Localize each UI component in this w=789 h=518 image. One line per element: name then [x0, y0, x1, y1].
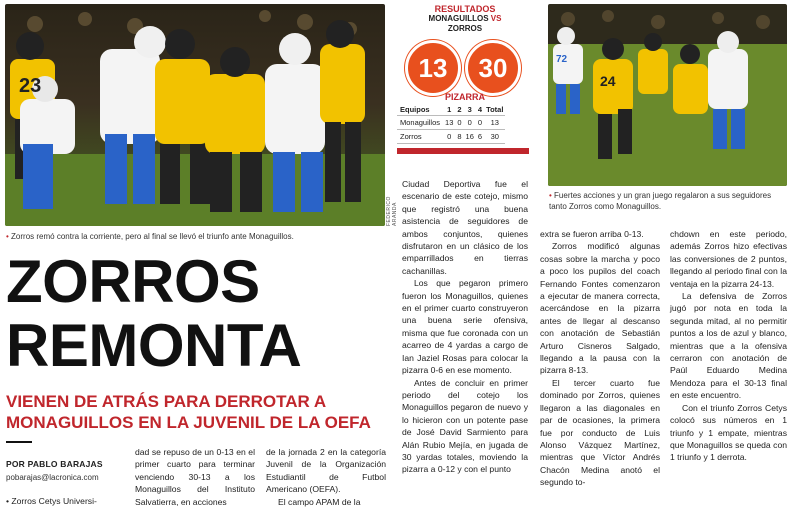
article-column-6 — [670, 228, 787, 464]
q-cell: 0 — [443, 130, 455, 144]
paragraph: El tercer cuarto fue dominado por Zorros, quienes llegaron a las diagonales en par de ocasiones, la primera fue por conducto de Luis Alonso Vázquez Martínez, mientras que Víctor Andrés Chacón Medina anotó el segundo to- — [540, 377, 660, 488]
paragraph: extra se fueron arriba 0-13. — [540, 229, 644, 239]
th-total: Total — [486, 105, 504, 114]
bullet-icon: • — [6, 232, 9, 241]
byline-author: POR PABLO BARAJAS — [6, 459, 103, 469]
th-equipos: Equipos — [397, 104, 443, 116]
jersey-number-left: 23 — [19, 75, 42, 97]
q-cell: 8 — [455, 130, 463, 144]
paragraph: Los que pegaron primero fueron los Monaguillos, quienes en el primer cuarto construyeron una buena serie ofensiva, misma que fue coronada con un acarreo de 4 yardas a cargo de Ian Jaziel Rosas para colocar la pizarra 0-6 en ese momento. — [402, 278, 528, 376]
score-table-header — [397, 104, 505, 116]
score-circle-b: 30 — [465, 40, 521, 96]
table-row — [397, 130, 505, 144]
q-cell: 0 — [455, 116, 463, 130]
headline-line-1: ZORROS — [6, 248, 260, 315]
total-cell: 30 — [484, 130, 505, 144]
article-column-3 — [266, 446, 386, 508]
photo-zorros-run — [548, 4, 787, 186]
article-column-2 — [135, 446, 255, 508]
photo-zorros-tackle — [5, 4, 385, 226]
byline-rule — [6, 441, 32, 443]
paragraph: Zorros modificó algunas cosas sobre la marcha y poco a poco los pupilos del coach Fernando Fontes comenzaron a ejecutar de manera correcta, acercándose en la pizarra antes de llegar al descanso con anotación de Sebastián Arturo Cisneros Salgado, llegando a la pausa con la pizarra 8-13. — [540, 241, 660, 376]
th-q4: 4 — [477, 105, 483, 114]
subheadline: VIENEN DE ATRÁS PARA DERROTAR A MONAGUILLOS EN LA JUVENIL DE LA OEFA — [6, 392, 371, 432]
football-photo-left — [5, 4, 385, 226]
team-cell: Zorros — [397, 130, 443, 144]
th-q1: 1 — [443, 104, 455, 116]
scoreboard-title: RESULTADOS — [434, 4, 496, 14]
q-cell: 16 — [464, 130, 476, 144]
total-cell: 13 — [484, 116, 505, 130]
paragraph: El campo APAM de la — [278, 496, 361, 507]
paragraph: chdown en este periodo, además Zorros hizo efectivas las conversiones de 2 puntos, llegando al periodo final con la ventaja en la pizarra 24-13. — [670, 229, 787, 289]
paragraph: dad se repuso de un 0-13 en el primer cuarto para terminar venciendo 30-13 a los Monaguillos del Instituto Salvatierra, en acciones — [135, 447, 255, 507]
th-q3: 3 — [464, 104, 476, 116]
article-column-5 — [540, 228, 660, 489]
pizarra-label: PIZARRA — [445, 92, 485, 102]
table-row — [397, 116, 505, 130]
byline-email: pobarajas@lacronica.com — [6, 473, 99, 482]
paragraph: Con el triunfo Zorros Cetys colocó sus números en 1 triunfo y 1 empate, mientras que Monaguillos se queda con 1 triunfo y 1 derrota. — [670, 402, 787, 463]
paragraph: • Zorros Cetys Universi- — [6, 496, 97, 506]
team-cell: Monaguillos — [397, 116, 443, 130]
q-cell: 0 — [476, 116, 484, 130]
article-column-4 — [402, 178, 528, 476]
paragraph: Antes de concluir en primer periodo del cotejo los Monaguillos pegaron de nuevo y lo hicieron con un potente pase de José David Sarmiento para Alán Rubio Mejía, en jugada de 30 yardas totales, moviendo la pizarra a 0-12 y con el punto — [402, 377, 528, 475]
vs-label: VS — [490, 14, 502, 23]
jersey-number-right-2: 72 — [556, 54, 568, 65]
q-cell: 6 — [476, 130, 484, 144]
photo-caption-right-text: Fuertes acciones y un gran juego regalaron a sus seguidores tanto Zorros como Monaguillos. — [549, 191, 772, 211]
photo-caption-right — [549, 190, 787, 212]
score-table — [397, 104, 505, 144]
paragraph: La defensiva de Zorros jugó por nota en toda la segunda mitad, al no permitir puntos a los de azul y blanco, mientras que a la ofensiva cerraron con anotación de Paúl Eduardo Medina Mendoza para el 30-13 final en este encuentro. — [670, 291, 787, 401]
photo-caption-left-text: Zorros remó contra la corriente, pero al final se llevó el triunfo ante Monaguillos. — [11, 232, 294, 241]
article-column-1 — [6, 495, 124, 507]
paragraph: Ciudad Deportiva fue el escenario de este cotejo, mismo que registró una buena asistencia de seguidores de ambos conjuntos, quienes disfrutaron en un clásico de los emparrillados en tierras cachanillas. — [402, 179, 528, 276]
score-circle-a: 13 — [405, 40, 461, 96]
scoreboard-matchup — [395, 14, 535, 24]
q-cell: 13 — [443, 116, 455, 130]
jersey-number-right: 24 — [600, 73, 616, 89]
q-cell: 0 — [464, 116, 476, 130]
team-b-name: ZORROS — [447, 24, 483, 33]
photo-credit: FEDERICO ARANDA — [386, 196, 398, 226]
headline-line-2: REMONTA — [6, 312, 302, 379]
scoreboard — [395, 4, 535, 141]
bullet-icon: • — [549, 191, 552, 200]
photo-caption-left — [6, 231, 386, 242]
paragraph: de la jornada 2 en la categoría Juvenil de la Organización Estudiantil de Futbol Americano (OEFA). — [266, 447, 386, 495]
team-a-name: MONAGUILLOS — [428, 14, 489, 23]
score-red-bar — [397, 148, 529, 154]
th-q2: 2 — [457, 105, 462, 114]
football-photo-right — [548, 4, 787, 186]
